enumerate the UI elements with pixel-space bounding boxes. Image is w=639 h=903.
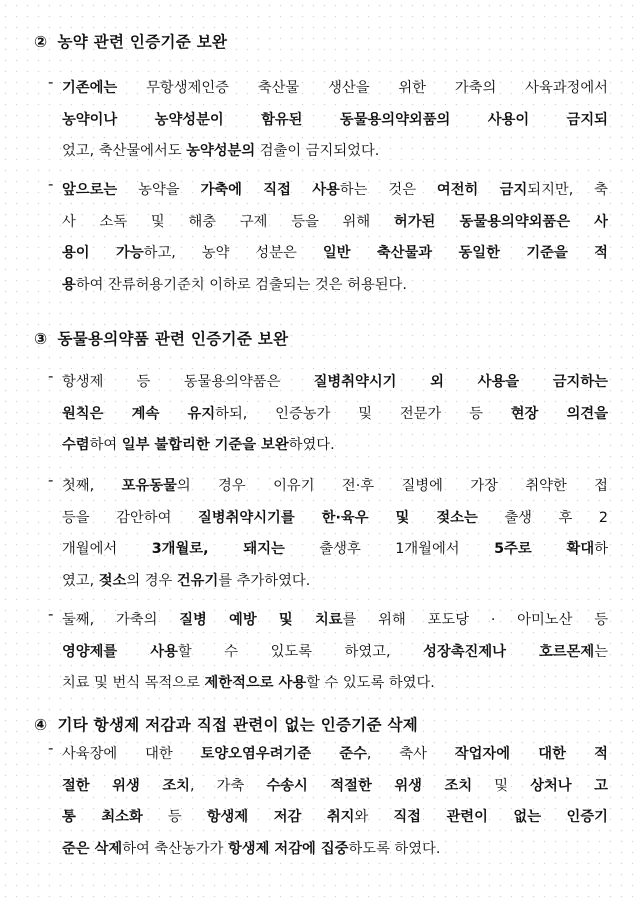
- section-number: ②: [34, 33, 48, 51]
- paragraph-line: 둘째, 가축의 질병 예방 및 치료를 위해 포도당 · 아미노산 등: [62, 612, 608, 628]
- section-title-delete-standards: [34, 713, 418, 735]
- section-title-vet-medicine: [34, 327, 288, 349]
- paragraph-line: 절한 위생 조치, 가축 수송시 적절한 위생 조치 및 상처나 고: [62, 777, 608, 794]
- paragraph-line: 용이 가능하고, 농약 성분은 일반 축산물과 동일한 기준을 적: [62, 245, 608, 261]
- list-item: [48, 73, 608, 168]
- list-item: [48, 605, 608, 700]
- paragraph-line: 영양제를 사용할 수 있도록 하였고, 성장촉진제나 호르몬제는: [62, 643, 608, 660]
- paragraph-line: 었고, 축산물에서도 농약성분의 검출이 금지되었다.: [62, 143, 380, 159]
- bullet-dash: -: [48, 471, 54, 489]
- section-title-text: 동물용의약품 관련 인증기준 보완: [57, 330, 289, 348]
- list-item: [48, 367, 608, 462]
- section-title-text: 농약 관련 인증기준 보완: [57, 33, 228, 51]
- bullet-dash: -: [48, 367, 54, 385]
- paragraph-line: 수렴하여 일부 불합리한 기준을 보완하였다.: [62, 437, 335, 453]
- paragraph-line: 등을 감안하여 질병취약시기를 한·육우 및 젖소는 출생 후 2: [62, 509, 608, 526]
- section-number: ③: [34, 330, 48, 348]
- list-item: [48, 471, 608, 597]
- paragraph-line: 사 소독 및 해충 구제 등을 위해 허가된 동물용의약외품은 사: [62, 213, 608, 230]
- bullet-dash: -: [48, 175, 54, 193]
- bullet-dash: -: [48, 739, 54, 757]
- paragraph-line: 원칙은 계속 유지하되, 인증농가 및 전문가 등 현장 의견을: [62, 405, 608, 422]
- list-item: [48, 739, 608, 865]
- section-title-text: 기타 항생제 저감과 직접 관련이 없는 인증기준 삭제: [57, 716, 419, 734]
- paragraph-line: 통 최소화 등 항생제 저감 취지와 직접 관련이 없는 인증기: [62, 809, 608, 825]
- paragraph-line: 항생제 등 동물용의약품은 질병취약시기 외 사용을 금지하는: [62, 374, 608, 390]
- paragraph-line: 였고, 젖소의 경우 건유기를 추가하였다.: [62, 572, 311, 589]
- paragraph-line: 용하여 잔류허용기준치 이하로 검출되는 것은 허용된다.: [62, 276, 407, 293]
- paragraph-line: 개월에서 3개월로, 돼지는 출생후 1개월에서 5주로 확대하: [62, 541, 608, 557]
- paragraph-line: 기존에는 무항생제인증 축산물 생산을 위한 가축의 사육과정에서: [62, 80, 608, 96]
- bullet-dash: -: [48, 605, 54, 623]
- section-number: ④: [34, 716, 48, 734]
- paragraph-line: 준은 삭제하여 축산농가가 항생제 저감에 집중하도록 하였다.: [62, 840, 441, 857]
- paragraph-line: 첫째, 포유동물의 경우 이유기 전·후 질병에 가장 취약한 접: [62, 478, 608, 494]
- section-title-pesticide: [34, 30, 227, 52]
- paragraph-line: 사육장에 대한 토양오염우려기준 준수, 축사 작업자에 대한 적: [62, 746, 608, 762]
- bullet-dash: -: [48, 73, 54, 91]
- list-item: [48, 175, 608, 301]
- paragraph-line: 치료 및 번식 목적으로 제한적으로 사용할 수 있도록 하였다.: [62, 675, 435, 691]
- paragraph-line: 농약이나 농약성분이 함유된 동물용의약외품의 사용이 금지되: [62, 111, 608, 128]
- paragraph-line: 앞으로는 농약을 가축에 직접 사용하는 것은 여전히 금지되지만, 축: [62, 182, 608, 198]
